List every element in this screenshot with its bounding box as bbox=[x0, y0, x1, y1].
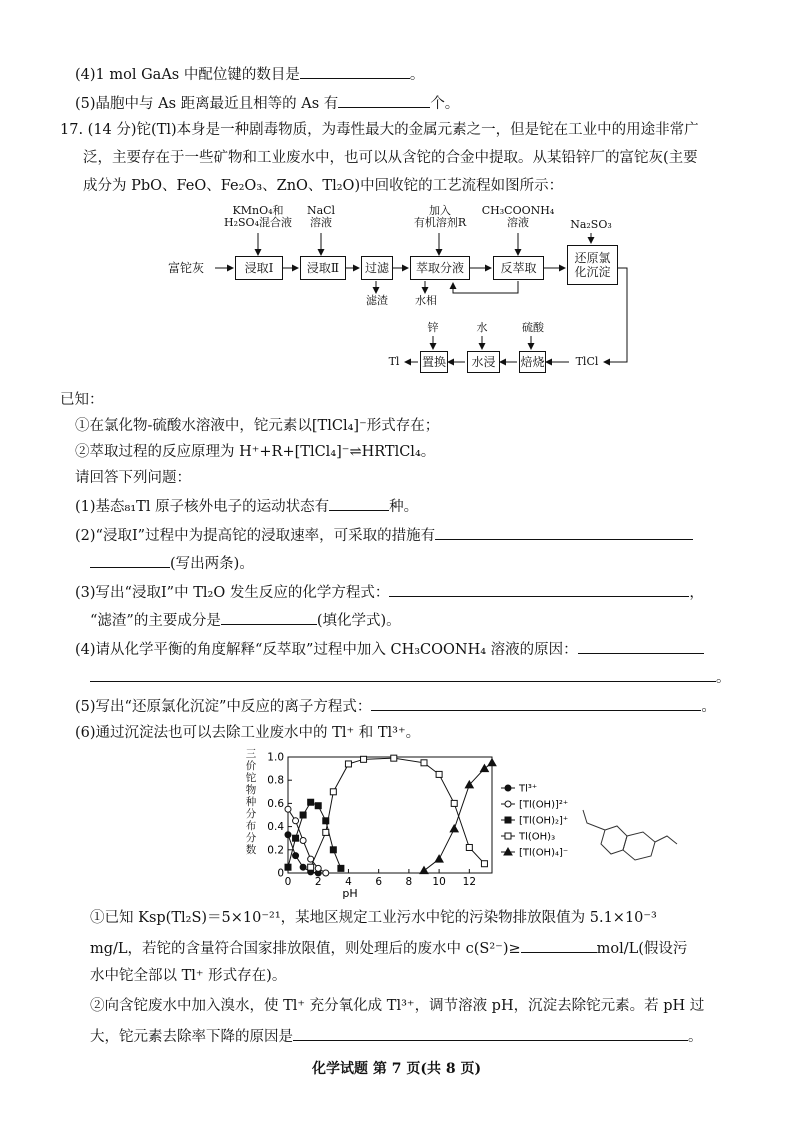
legend-label: [Tl(OH)₂]⁺ bbox=[519, 815, 569, 827]
x-tick-label: 0 bbox=[284, 876, 292, 888]
known-title: 已知： bbox=[60, 392, 104, 408]
sub-question-6b-line1: ②向含铊废水中加入溴水，使 Tl⁺ 充分氧化成 Tl³⁺，调节溶液 pH，沉淀去除铊元素。若 pH 过 bbox=[90, 998, 705, 1014]
sub-question-3: (3)写出“浸取Ⅰ”中 Tl₂O 发生反应的化学方程式： ， bbox=[75, 581, 704, 603]
reagent-leach1: KMnO₄和 H₂SO₄混合液 bbox=[224, 204, 292, 229]
answer-blank[interactable] bbox=[371, 695, 701, 711]
sub-question-6a-line2: mg/L，若铊的含量符合国家排放限值，则处理后的废水中 c(S²⁻)≥ mol/L(假设污 bbox=[90, 937, 687, 959]
sub-question-6: (6)通过沉淀法也可以去除工业废水中的 Tl⁺ 和 Tl³⁺。 bbox=[75, 725, 421, 741]
sub-question-2-cont: (写出两条)。 bbox=[90, 552, 254, 574]
flow-arrows bbox=[0, 0, 800, 380]
box-filter: 过滤 bbox=[361, 256, 393, 280]
x-tick-label: 10 bbox=[432, 876, 446, 888]
x-tick-label: 6 bbox=[375, 876, 383, 888]
sub-question-6a-line1: ①已知 Ksp(Tl₂S)＝5×10⁻²¹，某地区规定工业污水中铊的污染物排放限值为 5.1×10⁻³ bbox=[90, 910, 657, 926]
x-tick-label: 12 bbox=[462, 876, 477, 888]
reagent-roast: 硫酸 bbox=[522, 321, 544, 334]
sub-question-6a-line3: 水中铊全部以 Tl⁺ 形式存在)。 bbox=[90, 968, 287, 984]
sub-question-4-cont: 。 bbox=[90, 666, 731, 688]
sub-question-1: (1)基态₈₁Tl 原子核外电子的运动状态有 种。 bbox=[75, 495, 418, 517]
output-tl: Tl bbox=[388, 355, 400, 368]
box-reduce-chloride-precipitate: 还原氯 化沉淀 bbox=[567, 245, 618, 285]
q17-intro-line1: 17. (14 分)铊(Tl)本身是一种剧毒物质，为毒性最大的金属元素之一，但是铊在工业中的用途非常广 bbox=[60, 122, 699, 138]
sub-question-6b-line2: 大，铊元素去除率下降的原因是 。 bbox=[90, 1025, 703, 1047]
output-tlcl: TlCl bbox=[575, 355, 599, 368]
output-residue: 滤渣 bbox=[366, 294, 388, 307]
answer-blank[interactable] bbox=[578, 638, 704, 654]
box-back-extract: 反萃取 bbox=[493, 256, 544, 280]
y-tick-label: 0.2 bbox=[267, 844, 284, 857]
answer-blank[interactable] bbox=[521, 937, 597, 953]
sub-question-4: (4)请从化学平衡的角度解释“反萃取”过程中加入 CH₃COONH₄ 溶液的原因： bbox=[75, 638, 704, 660]
page-footer: 化学试题 第 7 页(共 8 页) bbox=[312, 1061, 482, 1077]
y-tick-label: 0.8 bbox=[267, 774, 284, 787]
reagent-extract: 加入 有机溶剂R bbox=[413, 204, 467, 229]
q16-part5: (5)晶胞中与 As 距离最近且相等的 As 有 个。 bbox=[75, 92, 459, 114]
answer-blank[interactable] bbox=[293, 1025, 688, 1041]
chart-y-label: 三价铊物种分布分数 bbox=[245, 748, 257, 856]
sub-question-5: (5)写出“还原氯化沉淀”中反应的离子方程式： 。 bbox=[75, 695, 716, 717]
ask-line: 请回答下列问题： bbox=[75, 470, 191, 486]
species-distribution-chart bbox=[240, 748, 540, 888]
reagent-leach2: NaCl 溶液 bbox=[306, 204, 336, 229]
q16-part4: (4)1 mol GaAs 中配位键的数目是 。 bbox=[75, 63, 424, 85]
reagent-replace: 锌 bbox=[427, 321, 439, 334]
answer-blank[interactable] bbox=[389, 581, 689, 597]
legend-label: Tl(OH)₃ bbox=[519, 831, 556, 843]
x-tick-label: 4 bbox=[345, 876, 352, 888]
reagent-reduce: Na₂SO₃ bbox=[570, 218, 612, 231]
legend-label: [Tl(OH)]²⁺ bbox=[519, 799, 569, 811]
x-tick-label: 8 bbox=[405, 876, 413, 888]
structure-sketch-icon bbox=[565, 808, 685, 888]
sub-question-3b: “滤渣”的主要成分是 (填化学式)。 bbox=[90, 609, 401, 631]
answer-blank[interactable] bbox=[221, 609, 317, 625]
answer-blank[interactable] bbox=[90, 552, 170, 568]
y-tick-label: 1.0 bbox=[267, 751, 284, 764]
answer-blank[interactable] bbox=[435, 524, 693, 540]
q17-intro-line3: 成分为 PbO、FeO、Fe₂O₃、ZnO、Tl₂O)中回收铊的工艺流程如图所示： bbox=[83, 178, 564, 194]
known-2: ②萃取过程的反应原理为 H⁺+R+[TlCl₄]⁻⇌HRTlCl₄。 bbox=[75, 444, 436, 460]
answer-blank[interactable] bbox=[90, 666, 716, 682]
legend-label: Tl³⁺ bbox=[519, 783, 538, 795]
box-roast: 焙烧 bbox=[519, 351, 546, 373]
y-tick-label: 0.4 bbox=[267, 821, 284, 834]
reagent-back-extract: CH₃COONH₄ 溶液 bbox=[481, 204, 555, 229]
box-extract: 萃取分液 bbox=[410, 256, 470, 280]
x-tick-label: 2 bbox=[314, 876, 322, 888]
y-tick-label: 0 bbox=[277, 867, 284, 880]
box-replace: 置换 bbox=[420, 351, 448, 373]
reagent-water: 水 bbox=[476, 321, 488, 334]
output-aqueous-phase: 水相 bbox=[415, 294, 437, 307]
legend-label: [Tl(OH)₄]⁻ bbox=[519, 847, 569, 859]
box-leach1: 浸取Ⅰ bbox=[235, 256, 283, 280]
x-axis-label: pH bbox=[342, 887, 358, 900]
box-leach2: 浸取Ⅱ bbox=[300, 256, 346, 280]
sub-question-2: (2)“浸取Ⅰ”过程中为提高铊的浸取速率，可采取的措施有 bbox=[75, 524, 693, 546]
known-1: ①在氯化物-硫酸水溶液中，铊元素以[TlCl₄]⁻形式存在； bbox=[75, 418, 440, 434]
flow-start-label: 富铊灰 bbox=[168, 261, 205, 275]
y-tick-label: 0.6 bbox=[267, 797, 284, 810]
box-water-leach: 水浸 bbox=[467, 351, 500, 373]
process-flow-chart bbox=[0, 0, 800, 380]
q17-intro-line2: 泛，主要存在于一些矿物和工业废水中，也可以从含铊的合金中提取。从某铅锌厂的富铊灰(主要 bbox=[83, 150, 698, 166]
answer-blank[interactable] bbox=[329, 495, 389, 511]
